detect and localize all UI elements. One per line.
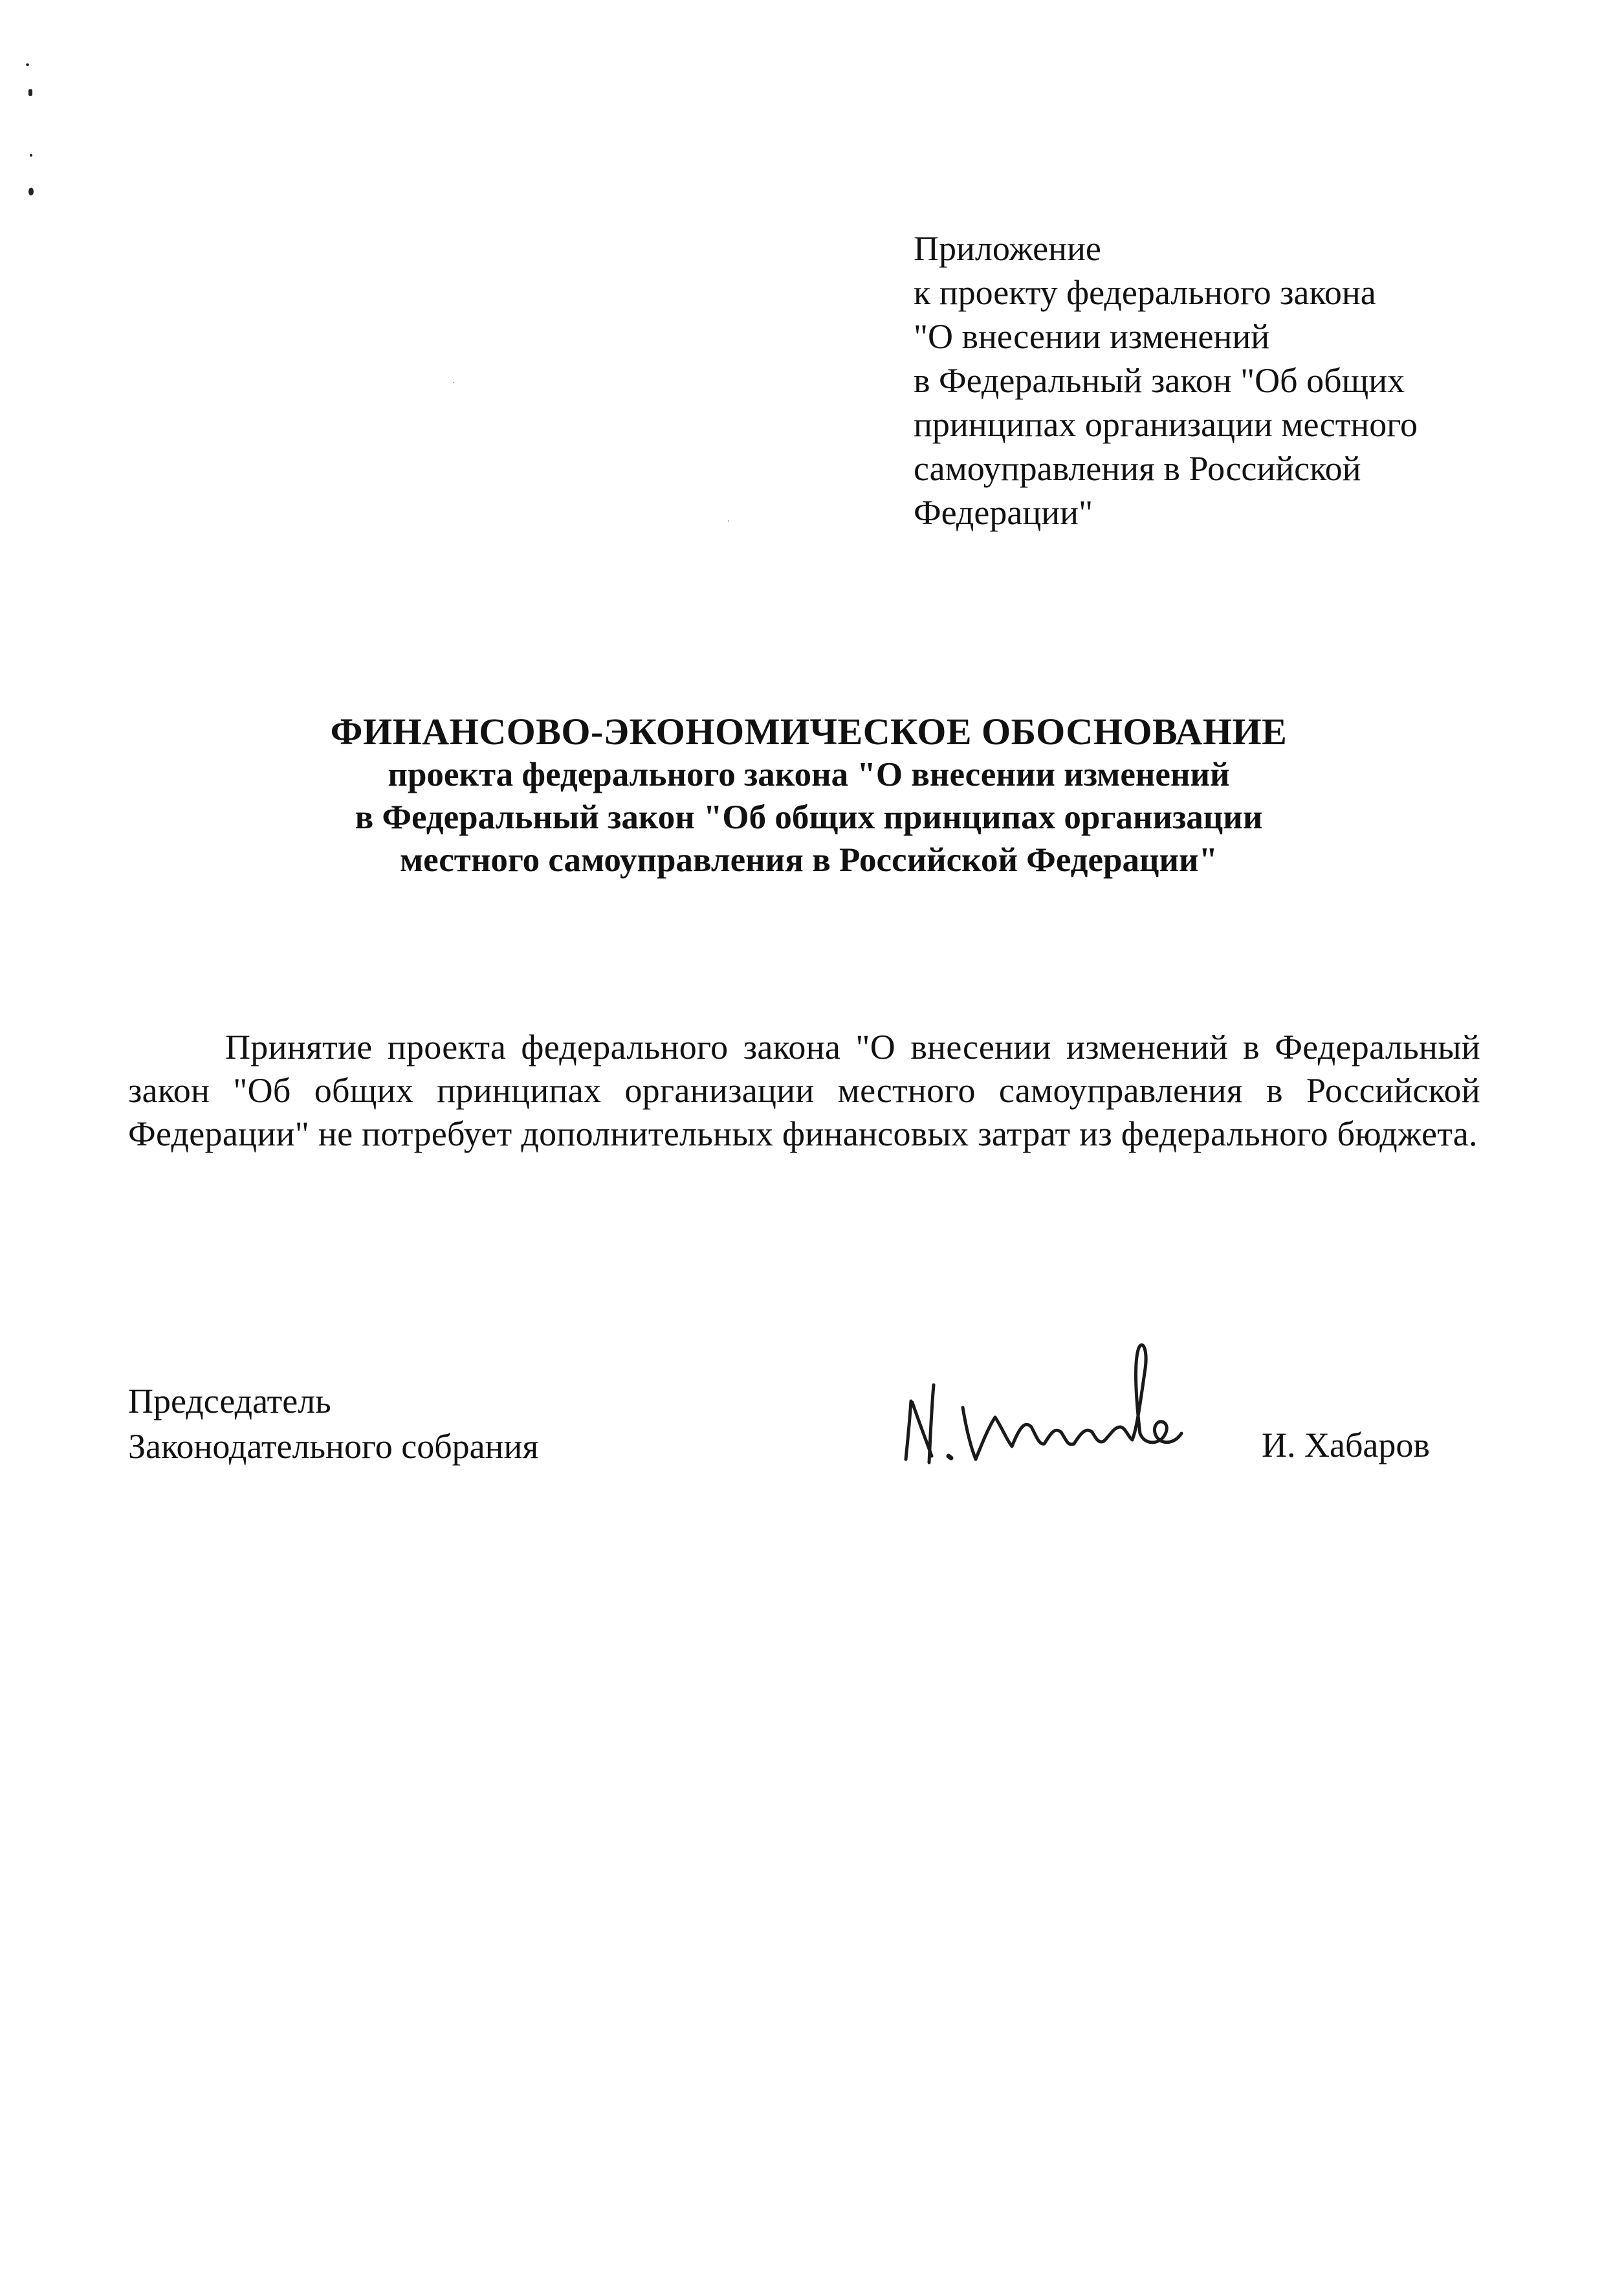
scan-speck bbox=[28, 89, 32, 96]
appendix-line: принципах организации местного bbox=[914, 405, 1418, 444]
scan-speck bbox=[728, 520, 729, 522]
scan-speck bbox=[30, 154, 32, 157]
appendix-line: к проекту федерального закона bbox=[914, 273, 1376, 312]
appendix-line: в Федеральный закон "Об общих bbox=[914, 361, 1405, 400]
position-line: Законодательного собрания bbox=[128, 1427, 539, 1466]
signatory-name: И. Хабаров bbox=[1262, 1426, 1430, 1464]
title-line: местного самоуправления в Российской Федерации" bbox=[399, 841, 1218, 879]
scan-speck bbox=[28, 188, 34, 195]
title-line: проекта федерального закона "О внесении изменений bbox=[388, 756, 1230, 793]
handwritten-signature bbox=[898, 1330, 1234, 1479]
signature-block bbox=[128, 1378, 1487, 1508]
document-title bbox=[129, 711, 1488, 881]
position-line: Председатель bbox=[128, 1382, 331, 1420]
appendix-note bbox=[914, 226, 1548, 535]
appendix-line: Приложение bbox=[914, 229, 1101, 268]
appendix-line: Федерации" bbox=[914, 493, 1093, 532]
appendix-line: "О внесении изменений bbox=[914, 317, 1270, 356]
scan-speck bbox=[453, 382, 454, 383]
signatory-position bbox=[128, 1378, 538, 1469]
body-paragraph: Принятие проекта федерального закона "О внесении изменений в Федеральный закон "Об общих принципах организации местного самоуправления в Российской Федерации" не потребует дополнительных финансовых затрат из федерального бюджета. bbox=[128, 1028, 1480, 1153]
title-line: в Федеральный закон "Об общих принципах организации bbox=[355, 799, 1263, 836]
appendix-line: самоуправления в Российской bbox=[914, 449, 1361, 488]
scan-speck bbox=[26, 63, 29, 66]
title-heading: ФИНАНСОВО-ЭКОНОМИЧЕСКОЕ ОБОСНОВАНИЕ bbox=[330, 711, 1288, 753]
